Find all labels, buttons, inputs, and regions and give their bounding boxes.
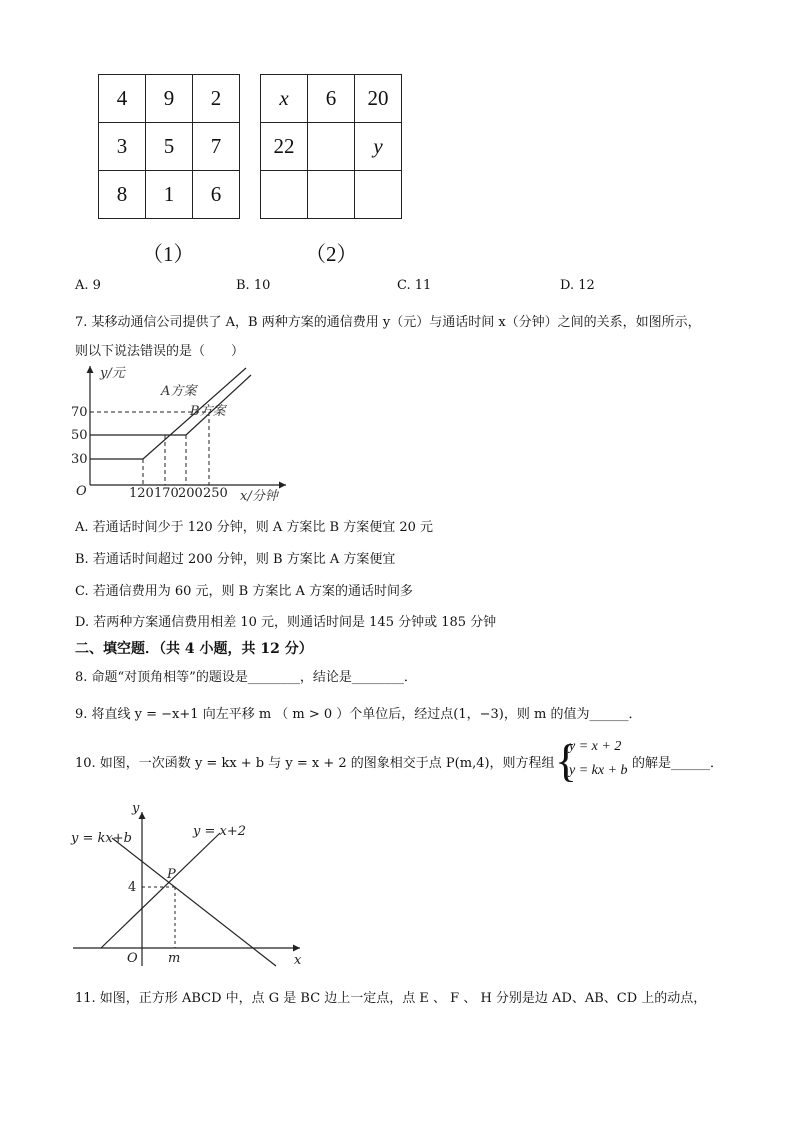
q7-ytick-50: 50 (71, 428, 88, 443)
grid1-cell: 8 (99, 171, 146, 219)
grid1-cell: 2 (193, 75, 240, 123)
q6-option-c: C. 11 (397, 278, 432, 293)
q10-line1-label: y = kx+b (71, 831, 132, 846)
q7-plan-graph (68, 363, 298, 505)
q10-point-label: P (167, 867, 176, 882)
grid2-cell (308, 123, 355, 171)
q6-option-d: D. 12 (560, 278, 595, 293)
q10-line-kx-b (112, 838, 276, 966)
q10-system-line2: y = kx + b (569, 763, 628, 778)
q10-tail: 的解是______． (632, 756, 724, 771)
q10-ytick-4: 4 (128, 880, 137, 895)
q6-option-b: B. 10 (236, 278, 271, 293)
q7-b-label: B方案 (190, 404, 226, 419)
system-brace: { (555, 735, 578, 786)
grid2-cell: y (355, 123, 402, 171)
q7-option-b: B. 若通话时间超过 200 分钟，则 B 方案比 A 方案便宜 (75, 552, 396, 567)
q7-x-label: x/分钟 (240, 489, 278, 504)
q7-option-c: C. 若通信费用为 60 元，则 B 方案比 A 方案的通话时间多 (75, 584, 414, 599)
grid1-cell: 7 (193, 123, 240, 171)
grid2-cell (261, 171, 308, 219)
grid1-cell: 6 (193, 171, 240, 219)
q7-option-d: D. 若两种方案通信费用相差 10 元，则通话时间是 145 分钟或 185 分钟 (75, 615, 497, 630)
q10-y-axis-label: y (132, 801, 140, 816)
q7-stem-line2: 则以下说法错误的是（ ） (75, 344, 245, 359)
grid1-caption: （1） (142, 242, 195, 266)
q7-option-a: A. 若通话时间少于 120 分钟，则 A 方案比 B 方案便宜 20 元 (75, 520, 434, 535)
magic-square-grid-2 (260, 74, 402, 219)
grid2-cell (355, 171, 402, 219)
q7-a-label: A方案 (161, 384, 197, 399)
q11-text: 11. 如图，正方形 ABCD 中，点 G 是 BC 边上一定点，点 E 、 F 、 H 分别是边 AD、AB、CD 上的动点， (75, 991, 707, 1006)
q10-intersection-graph (68, 798, 308, 970)
q8-text: 8. 命题“对顶角相等”的题设是________，结论是________． (75, 670, 417, 685)
section-2-heading: 二、填空题．（共 4 小题，共 12 分） (75, 641, 313, 657)
q7-xtick-120: 120 (129, 486, 154, 501)
q10-origin: O (127, 951, 138, 966)
q7-ytick-70: 70 (71, 405, 88, 420)
magic-square-grid-1 (98, 74, 240, 219)
grid2-cell: x (261, 75, 308, 123)
grid2-cell: 20 (355, 75, 402, 123)
grid2-caption: （2） (305, 242, 358, 266)
q10-x-axis-label: x (294, 953, 302, 968)
q7-ytick-30: 30 (71, 452, 88, 467)
q10-stem: 10. 如图，一次函数 y = kx + b 与 y = x + 2 的图象相交于点 P(m,4)，则方程组 (75, 756, 555, 771)
grid2-cell (308, 171, 355, 219)
grid2-cell: 6 (308, 75, 355, 123)
q7-y-label: y/元 (100, 366, 125, 381)
grid1-cell: 3 (99, 123, 146, 171)
q7-xtick-250: 250 (203, 486, 228, 501)
q7-xtick-200: 200 (178, 486, 203, 501)
q7-xtick-170: 170 (154, 486, 179, 501)
grid1-cell: 4 (99, 75, 146, 123)
grid1-cell: 5 (146, 123, 193, 171)
q10-line2-label: y = x+2 (193, 824, 246, 839)
q9-text: 9. 将直线 y = −x+1 向左平移 m （ m > 0 ）个单位后，经过点(1，−3)，则 m 的值为______． (75, 707, 642, 722)
q10-system-line1: y = x + 2 (569, 739, 622, 754)
q7-stem-line1: 7. 某移动通信公司提供了 A，B 两种方案的通信费用 y（元）与通话时间 x（分钟）之间的关系，如图所示， (75, 315, 701, 330)
q7-origin: O (76, 484, 87, 499)
grid1-cell: 1 (146, 171, 193, 219)
grid2-cell: 22 (261, 123, 308, 171)
q10-line-x-plus-2 (101, 833, 220, 948)
q10-xtick-m: m (168, 951, 181, 966)
grid1-cell: 9 (146, 75, 193, 123)
q6-option-a: A. 9 (75, 278, 101, 293)
